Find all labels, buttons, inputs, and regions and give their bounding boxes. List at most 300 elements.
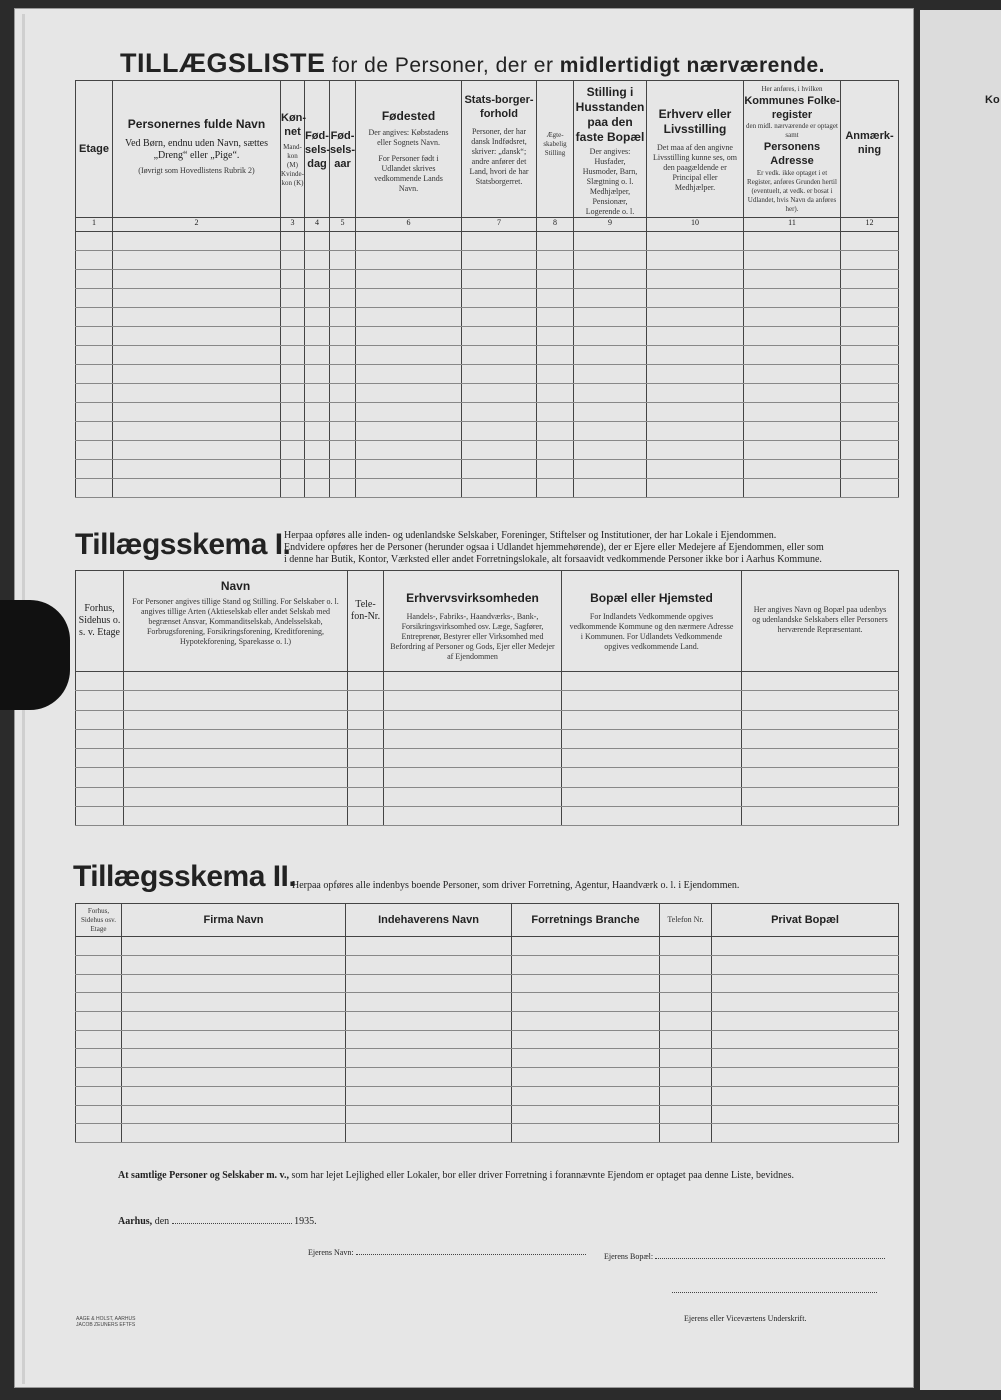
table-cell[interactable] [113,384,281,403]
table-cell[interactable] [384,749,562,768]
table-cell[interactable] [305,270,330,289]
table-cell[interactable] [113,327,281,346]
table-cell[interactable] [462,308,537,327]
table-cell[interactable] [122,1105,346,1124]
table-cell[interactable] [462,270,537,289]
table-cell[interactable] [660,937,712,956]
table-cell[interactable] [647,289,744,308]
table-cell[interactable] [76,937,122,956]
table-cell[interactable] [574,308,647,327]
table-cell[interactable] [537,346,574,365]
table-cell[interactable] [305,232,330,251]
table-cell[interactable] [742,710,899,729]
table-cell[interactable] [841,270,899,289]
table-cell[interactable] [76,460,113,479]
table-cell[interactable] [281,403,305,422]
table-cell[interactable] [76,308,113,327]
table-cell[interactable] [348,710,384,729]
table-cell[interactable] [305,289,330,308]
table-cell[interactable] [122,937,346,956]
table-cell[interactable] [574,346,647,365]
table-cell[interactable] [113,403,281,422]
table-cell[interactable] [647,308,744,327]
table-cell[interactable] [512,1012,660,1031]
table-row [76,1049,899,1068]
table-cell[interactable] [574,384,647,403]
table-cell[interactable] [330,479,356,498]
table-cell[interactable] [348,806,384,825]
table-cell[interactable] [841,346,899,365]
table-cell[interactable] [330,251,356,270]
table-cell[interactable] [305,460,330,479]
table-cell[interactable] [384,787,562,806]
table-cell[interactable] [744,441,841,460]
table-cell[interactable] [841,422,899,441]
table-cell[interactable] [281,479,305,498]
col-household: Stilling i Husstanden paa den faste Bopæl Der angives: Husfader, Husmoder, Barn, Slægtning o. l. Medhjælper, Pensionær, Logerende o. l. [574,81,647,218]
table-cell[interactable] [346,1124,512,1143]
col-marital: Ægte-skabelig Stilling [537,81,574,218]
table-cell[interactable] [562,768,742,787]
table-cell[interactable] [348,768,384,787]
table-cell[interactable] [281,270,305,289]
table-cell[interactable] [574,270,647,289]
table-cell[interactable] [330,346,356,365]
table-cell[interactable] [113,308,281,327]
table-cell[interactable] [742,787,899,806]
table-cell[interactable] [647,460,744,479]
table-cell[interactable] [712,1105,899,1124]
table-cell[interactable] [512,1124,660,1143]
table-cell[interactable] [305,403,330,422]
table-cell[interactable] [305,327,330,346]
table-cell[interactable] [346,1049,512,1068]
table-cell[interactable] [841,289,899,308]
table-cell[interactable] [712,1068,899,1087]
table-cell[interactable] [462,403,537,422]
table-cell[interactable] [647,251,744,270]
table-cell[interactable] [462,251,537,270]
table-cell[interactable] [346,1086,512,1105]
table-cell[interactable] [76,691,124,710]
table-cell[interactable] [305,308,330,327]
table-cell[interactable] [356,479,462,498]
table-cell[interactable] [562,710,742,729]
table-cell[interactable] [537,403,574,422]
table-cell[interactable] [330,422,356,441]
table-cell[interactable] [537,289,574,308]
table-cell[interactable] [113,422,281,441]
table-cell[interactable] [330,308,356,327]
table-cell[interactable] [305,346,330,365]
table-cell[interactable] [742,768,899,787]
table-cell[interactable] [744,384,841,403]
table-cell[interactable] [281,308,305,327]
table-cell[interactable] [660,1068,712,1087]
table-cell[interactable] [841,308,899,327]
table-cell[interactable] [462,365,537,384]
table-cell[interactable] [537,422,574,441]
table-cell[interactable] [574,327,647,346]
table-cell[interactable] [574,289,647,308]
table-cell[interactable] [76,346,113,365]
table-cell[interactable] [305,479,330,498]
signature-field[interactable] [672,1292,877,1293]
table-cell[interactable] [562,749,742,768]
table-cell[interactable] [537,270,574,289]
table-cell[interactable] [330,289,356,308]
table-cell[interactable] [346,1105,512,1124]
table-cell[interactable] [744,346,841,365]
table-cell[interactable] [122,955,346,974]
table-cell[interactable] [712,1030,899,1049]
table-cell[interactable] [122,1012,346,1031]
table-cell[interactable] [660,1030,712,1049]
table-cell[interactable] [512,1049,660,1068]
table-cell[interactable] [305,384,330,403]
table-cell[interactable] [76,749,124,768]
table-cell[interactable] [841,384,899,403]
table-cell[interactable] [113,346,281,365]
table-cell[interactable] [512,1086,660,1105]
table-cell[interactable] [744,327,841,346]
table-cell[interactable] [330,270,356,289]
table-row [76,749,899,768]
supplement-list-table [75,80,899,498]
table-cell[interactable] [462,479,537,498]
table-cell[interactable] [660,974,712,993]
table-cell[interactable] [744,422,841,441]
table-cell[interactable] [122,1068,346,1087]
table-cell[interactable] [537,479,574,498]
table-cell[interactable] [113,270,281,289]
table-cell[interactable] [330,365,356,384]
table-cell[interactable] [76,1030,122,1049]
table-cell[interactable] [122,1049,346,1068]
table-cell[interactable] [537,460,574,479]
table-cell[interactable] [647,232,744,251]
table-cell[interactable] [281,365,305,384]
table-cell[interactable] [647,270,744,289]
table-cell[interactable] [562,691,742,710]
table-cell[interactable] [574,460,647,479]
table-cell[interactable] [76,1086,122,1105]
table-cell[interactable] [537,232,574,251]
table-cell[interactable] [281,441,305,460]
table-cell[interactable] [330,384,356,403]
table-cell[interactable] [712,993,899,1012]
table-cell[interactable] [113,232,281,251]
table-cell[interactable] [348,729,384,748]
table-cell[interactable] [356,232,462,251]
table-cell[interactable] [76,289,113,308]
table-cell[interactable] [742,729,899,748]
table-cell[interactable] [574,441,647,460]
table-cell[interactable] [76,1124,122,1143]
table-cell[interactable] [330,403,356,422]
table-cell[interactable] [744,403,841,422]
table-cell[interactable] [124,806,348,825]
table-cell[interactable] [281,346,305,365]
table-cell[interactable] [124,768,348,787]
table-cell[interactable] [281,460,305,479]
table-cell[interactable] [281,327,305,346]
table-cell[interactable] [356,346,462,365]
table-cell[interactable] [122,993,346,1012]
table-cell[interactable] [462,384,537,403]
table-cell[interactable] [462,232,537,251]
table-row [76,422,899,441]
table-cell[interactable] [512,955,660,974]
table-cell[interactable] [462,422,537,441]
table-cell[interactable] [537,251,574,270]
title-bold: midlertidigt nærværende. [559,54,826,77]
table-cell[interactable] [124,691,348,710]
table-cell[interactable] [122,1124,346,1143]
table-cell[interactable] [330,327,356,346]
table-cell[interactable] [841,251,899,270]
table-cell[interactable] [841,403,899,422]
table-cell[interactable] [76,1012,122,1031]
table-cell[interactable] [647,441,744,460]
table-cell[interactable] [647,403,744,422]
table-cell[interactable] [384,729,562,748]
table-cell[interactable] [462,460,537,479]
table-cell[interactable] [76,729,124,748]
table-cell[interactable] [76,806,124,825]
table-cell[interactable] [712,1124,899,1143]
table-cell[interactable] [660,1105,712,1124]
table-cell[interactable] [76,787,124,806]
table-cell[interactable] [76,1068,122,1087]
table-cell[interactable] [512,937,660,956]
table-cell[interactable] [841,460,899,479]
table-cell[interactable] [113,365,281,384]
table-cell[interactable] [76,384,113,403]
table-cell[interactable] [76,1049,122,1068]
table-cell[interactable] [537,441,574,460]
table-cell[interactable] [712,937,899,956]
table-cell[interactable] [356,365,462,384]
table-cell[interactable] [122,974,346,993]
table-cell[interactable] [744,365,841,384]
table-cell[interactable] [281,422,305,441]
table-cell[interactable] [384,806,562,825]
table-cell[interactable] [305,441,330,460]
table-cell[interactable] [512,993,660,1012]
table-cell[interactable] [356,308,462,327]
table-cell[interactable] [346,974,512,993]
table-cell[interactable] [537,308,574,327]
table-cell[interactable] [712,1012,899,1031]
table-cell[interactable] [384,768,562,787]
table-cell[interactable] [512,974,660,993]
table-cell[interactable] [76,710,124,729]
table-cell[interactable] [660,1012,712,1031]
table-cell[interactable] [537,365,574,384]
table-cell[interactable] [76,441,113,460]
table-cell[interactable] [562,672,742,691]
table-cell[interactable] [742,806,899,825]
table-cell[interactable] [305,422,330,441]
table-cell[interactable] [660,993,712,1012]
table-cell[interactable] [346,1012,512,1031]
table-cell[interactable] [305,365,330,384]
table-cell[interactable] [744,479,841,498]
table-cell[interactable] [76,403,113,422]
table-cell[interactable] [712,1049,899,1068]
table-cell[interactable] [647,346,744,365]
table-cell[interactable] [122,1030,346,1049]
table-cell[interactable] [76,955,122,974]
table-cell[interactable] [744,460,841,479]
table-cell[interactable] [281,232,305,251]
table-cell[interactable] [76,672,124,691]
table-cell[interactable] [512,1105,660,1124]
table-cell[interactable] [76,768,124,787]
title-main: TILLÆGSLISTE [120,48,326,78]
table-cell[interactable] [356,422,462,441]
table-cell[interactable] [348,787,384,806]
table-cell[interactable] [660,1124,712,1143]
table-cell[interactable] [346,993,512,1012]
table-cell[interactable] [742,691,899,710]
table-cell[interactable] [562,729,742,748]
table-cell[interactable] [384,672,562,691]
table-cell[interactable] [574,422,647,441]
table-cell[interactable] [281,384,305,403]
table-cell[interactable] [660,955,712,974]
owner-address-field[interactable] [655,1258,885,1259]
table-cell[interactable] [574,479,647,498]
table-cell[interactable] [537,384,574,403]
table-row [76,1086,899,1105]
table-cell[interactable] [744,270,841,289]
table-cell[interactable] [76,327,113,346]
table-cell[interactable] [76,422,113,441]
table-cell[interactable] [356,441,462,460]
table-cell[interactable] [281,289,305,308]
table-cell[interactable] [384,710,562,729]
table-cell[interactable] [346,937,512,956]
table-cell[interactable] [113,251,281,270]
table-cell[interactable] [76,251,113,270]
table-cell[interactable] [356,460,462,479]
table-cell[interactable] [346,955,512,974]
table-cell[interactable] [841,232,899,251]
table-cell[interactable] [356,289,462,308]
table-cell[interactable] [742,749,899,768]
table-cell[interactable] [356,403,462,422]
table-cell[interactable] [841,327,899,346]
table-cell[interactable] [76,479,113,498]
owner-name-field[interactable] [356,1254,586,1255]
table-cell[interactable] [512,1030,660,1049]
table-cell[interactable] [712,974,899,993]
s1-col-name: Navn For Personer angives tillige Stand og Stilling. For Selskaber o. l. angives tillige Arten (Aktieselskab eller andet Selskab med begrænset Ansvar, Kommanditselskab, Andelsselskab, Forbrugsforening, Forsikringsforening, Kreditforening, Hypotekforening, Sparekasse o. l.) [124,571,348,672]
table-cell[interactable] [462,327,537,346]
table-cell[interactable] [712,1086,899,1105]
table-cell[interactable] [348,672,384,691]
table-cell[interactable] [356,327,462,346]
table-cell[interactable] [348,691,384,710]
table-cell[interactable] [841,441,899,460]
table-cell[interactable] [122,1086,346,1105]
table-cell[interactable] [76,270,113,289]
table-cell[interactable] [346,1030,512,1049]
table-cell[interactable] [744,251,841,270]
table-cell[interactable] [574,232,647,251]
table-cell[interactable] [113,289,281,308]
table-cell[interactable] [744,232,841,251]
table-row [76,270,899,289]
table-cell[interactable] [384,691,562,710]
table-cell[interactable] [124,672,348,691]
table-cell[interactable] [330,232,356,251]
table-cell[interactable] [562,806,742,825]
table-cell[interactable] [841,479,899,498]
table-cell[interactable] [574,365,647,384]
table-cell[interactable] [537,327,574,346]
table-cell[interactable] [76,974,122,993]
table-cell[interactable] [124,749,348,768]
table-cell[interactable] [660,1049,712,1068]
table-row [76,768,899,787]
table-cell[interactable] [462,346,537,365]
col-name: Personernes fulde Navn Ved Børn, endnu uden Navn, sættes „Dreng“ eller „Pige“. (Iøvrigt som Hovedlistens Rubrik 2) [113,81,281,218]
table-cell[interactable] [712,955,899,974]
table-cell[interactable] [281,251,305,270]
table-cell[interactable] [462,441,537,460]
table-cell[interactable] [330,441,356,460]
table-cell[interactable] [841,365,899,384]
table-cell[interactable] [647,327,744,346]
table-cell[interactable] [647,384,744,403]
table-cell[interactable] [574,251,647,270]
table-cell[interactable] [562,787,742,806]
table-cell[interactable] [330,460,356,479]
table-cell[interactable] [113,441,281,460]
table-cell[interactable] [742,672,899,691]
table-cell[interactable] [113,460,281,479]
table-cell[interactable] [76,232,113,251]
table-cell[interactable] [76,1105,122,1124]
table-cell[interactable] [647,422,744,441]
date-field[interactable] [172,1223,292,1224]
table-cell[interactable] [76,993,122,1012]
table-cell[interactable] [647,365,744,384]
table-cell[interactable] [744,289,841,308]
table-cell[interactable] [124,710,348,729]
table-cell[interactable] [124,729,348,748]
table-cell[interactable] [76,365,113,384]
table-cell[interactable] [348,749,384,768]
table-cell[interactable] [512,1068,660,1087]
table-cell[interactable] [346,1068,512,1087]
table-cell[interactable] [124,787,348,806]
table-cell[interactable] [462,289,537,308]
table-cell[interactable] [574,403,647,422]
table-cell[interactable] [356,384,462,403]
table-cell[interactable] [356,251,462,270]
skema1-table [75,570,899,826]
table-cell[interactable] [744,308,841,327]
table-cell[interactable] [356,270,462,289]
table-cell[interactable] [647,479,744,498]
table-cell[interactable] [660,1086,712,1105]
table-cell[interactable] [113,479,281,498]
table-cell[interactable] [305,251,330,270]
